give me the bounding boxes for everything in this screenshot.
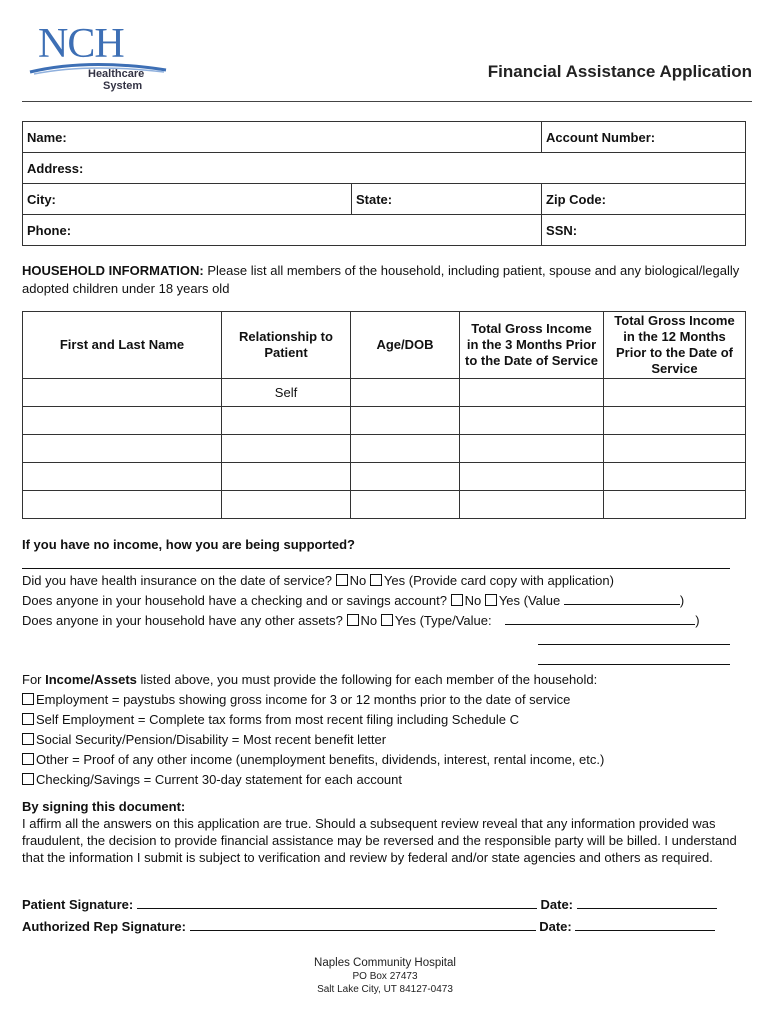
self-employment-checkbox[interactable] — [22, 713, 34, 725]
list-item — [22, 730, 752, 750]
table-cell[interactable] — [222, 491, 351, 519]
insurance-question-text: Did you have health insurance on the date of service? — [22, 573, 333, 588]
checking-no-checkbox[interactable] — [451, 594, 463, 606]
other-income-requirement: Other = Proof of any other income (unemployment benefits, dividends, interest, rental income, etc.) — [36, 752, 605, 767]
signing-heading: By signing this document: — [22, 799, 186, 814]
signing-section — [22, 798, 752, 866]
logo-subtitle-2: System — [103, 80, 143, 92]
table-cell[interactable] — [460, 435, 604, 463]
table-cell[interactable] — [460, 379, 604, 407]
mailing-address — [0, 957, 770, 996]
signing-affirmation: I affirm all the answers on this application are true. Should a subsequent review reveal that any information provided was fraudulent, the decision to provide financial assistance may be reversed and the responsible party will be billed. I understand that the information I submit is subject to verification and review by federal and/or state agencies and others as required. — [22, 816, 737, 865]
col-income-12mo-header: Total Gross Income in the 12 Months Prior to the Date of Service — [604, 312, 746, 379]
table-cell[interactable] — [222, 435, 351, 463]
assets-value-line[interactable] — [505, 612, 695, 625]
household-table — [22, 311, 746, 519]
ssn-field[interactable]: SSN: — [542, 215, 746, 246]
patient-date-line[interactable] — [577, 896, 717, 909]
checking-yes-checkbox[interactable] — [485, 594, 497, 606]
table-cell[interactable] — [351, 379, 460, 407]
patient-signature-row — [22, 895, 752, 915]
table-cell[interactable] — [460, 407, 604, 435]
table-cell[interactable] — [222, 463, 351, 491]
assets-no-label: No — [360, 613, 378, 628]
table-row — [23, 463, 746, 491]
insurance-no-label: No — [349, 573, 367, 588]
table-cell[interactable] — [351, 435, 460, 463]
city-field[interactable]: City: — [23, 184, 352, 215]
table-cell[interactable] — [460, 463, 604, 491]
assets-no-checkbox[interactable] — [347, 614, 359, 626]
checking-question: Does anyone in your household have a checking and or savings account? No Yes (Value ) — [22, 593, 685, 608]
insurance-no-checkbox[interactable] — [336, 574, 348, 586]
logo-wordmark: NCH — [38, 21, 124, 67]
checking-no-label: No — [464, 593, 482, 608]
table-cell[interactable] — [23, 379, 222, 407]
list-item — [22, 690, 752, 710]
table-row — [23, 379, 746, 407]
table-cell[interactable] — [222, 407, 351, 435]
checking-question-text: Does anyone in your household have a checking and or savings account? — [22, 593, 447, 608]
household-table-header — [23, 312, 746, 379]
table-cell[interactable] — [604, 463, 746, 491]
employment-checkbox[interactable] — [22, 693, 34, 705]
social-security-requirement: Social Security/Pension/Disability = Most recent benefit letter — [36, 732, 387, 747]
self-employment-requirement: Self Employment = Complete tax forms from most recent filing including Schedule C — [36, 712, 520, 727]
assets-question: Does anyone in your household have any other assets? No Yes (Type/Value: ) — [22, 613, 700, 628]
patient-date-label: Date: — [540, 897, 574, 912]
col-relationship-header: Relationship to Patient — [222, 312, 351, 379]
table-row — [23, 491, 746, 519]
no-income-answer-line[interactable] — [22, 555, 752, 571]
col-income-3mo-header: Total Gross Income in the 3 Months Prior to the Date of Service — [460, 312, 604, 379]
checking-yes-label: Yes (Value — [498, 593, 561, 608]
list-item — [22, 750, 752, 770]
household-intro — [22, 262, 742, 298]
assets-extra-line-2[interactable] — [22, 651, 752, 671]
requirements-intro-post: listed above, you must provide the following for each member of the household: — [136, 672, 598, 687]
requirements-intro-bold: Income/Assets — [45, 672, 137, 687]
applicant-info-table — [22, 121, 746, 246]
table-cell[interactable]: Self — [222, 379, 351, 407]
state-field[interactable]: State: — [352, 184, 542, 215]
social-security-checkbox[interactable] — [22, 733, 34, 745]
rep-signature-label: Authorized Rep Signature: — [22, 919, 186, 934]
table-cell[interactable] — [23, 407, 222, 435]
header-divider — [22, 101, 752, 102]
table-row — [23, 435, 746, 463]
household-instructions: Please list all members of the household, including patient, spouse and any biological/legally adopted children under 18 years old — [22, 263, 740, 296]
rep-date-line[interactable] — [575, 918, 715, 931]
table-cell[interactable] — [351, 463, 460, 491]
table-cell[interactable] — [23, 491, 222, 519]
nch-logo — [28, 22, 168, 98]
phone-field[interactable]: Phone: — [23, 215, 542, 246]
zip-code-field[interactable]: Zip Code: — [542, 184, 746, 215]
table-cell[interactable] — [604, 491, 746, 519]
hospital-name: Naples Community Hospital — [314, 957, 456, 969]
logo-subtitle-1: Healthcare — [88, 68, 145, 80]
no-income-question: If you have no income, how you are being supported? — [22, 537, 355, 552]
table-cell[interactable] — [460, 491, 604, 519]
table-cell[interactable] — [604, 407, 746, 435]
checking-savings-requirement: Checking/Savings = Current 30-day statement for each account — [36, 772, 403, 787]
table-cell[interactable] — [23, 463, 222, 491]
income-questions — [22, 535, 752, 671]
assets-yes-label: Yes (Type/Value: — [394, 613, 492, 628]
list-item — [22, 770, 752, 790]
table-cell[interactable] — [351, 407, 460, 435]
insurance-yes-label: Yes (Provide card copy with application) — [383, 573, 614, 588]
employment-requirement: Employment = paystubs showing gross income for 3 or 12 months prior to the date of service — [36, 692, 571, 707]
assets-yes-checkbox[interactable] — [381, 614, 393, 626]
patient-signature-line[interactable] — [137, 896, 537, 909]
name-field[interactable]: Name: — [23, 122, 542, 153]
table-cell[interactable] — [604, 379, 746, 407]
rep-signature-line[interactable] — [190, 918, 536, 931]
rep-date-label: Date: — [539, 919, 572, 934]
col-age-header: Age/DOB — [351, 312, 460, 379]
requirements-intro — [22, 670, 752, 690]
document-title: Financial Assistance Application — [487, 62, 752, 81]
insurance-question — [22, 571, 752, 591]
document-requirements — [22, 670, 752, 790]
assets-extra-line-1[interactable] — [22, 631, 752, 651]
table-cell[interactable] — [23, 435, 222, 463]
table-cell[interactable] — [604, 435, 746, 463]
city-state-zip: Salt Lake City, UT 84127-0473 — [317, 984, 453, 995]
col-name-header: First and Last Name — [23, 312, 222, 379]
checking-savings-checkbox[interactable] — [22, 773, 34, 785]
other-income-checkbox[interactable] — [22, 753, 34, 765]
patient-signature-label: Patient Signature: — [22, 897, 134, 912]
list-item — [22, 710, 752, 730]
po-box: PO Box 27473 — [352, 971, 418, 982]
insurance-yes-checkbox[interactable] — [370, 574, 382, 586]
checking-value-line[interactable] — [564, 592, 680, 605]
requirements-intro-pre: For — [22, 672, 46, 687]
account-number-field[interactable]: Account Number: — [542, 122, 746, 153]
table-row — [23, 407, 746, 435]
address-field[interactable]: Address: — [23, 153, 746, 184]
rep-signature-row — [22, 917, 752, 937]
table-cell[interactable] — [351, 491, 460, 519]
assets-question-text: Does anyone in your household have any other assets? — [22, 613, 343, 628]
household-heading: HOUSEHOLD INFORMATION: — [22, 263, 204, 278]
